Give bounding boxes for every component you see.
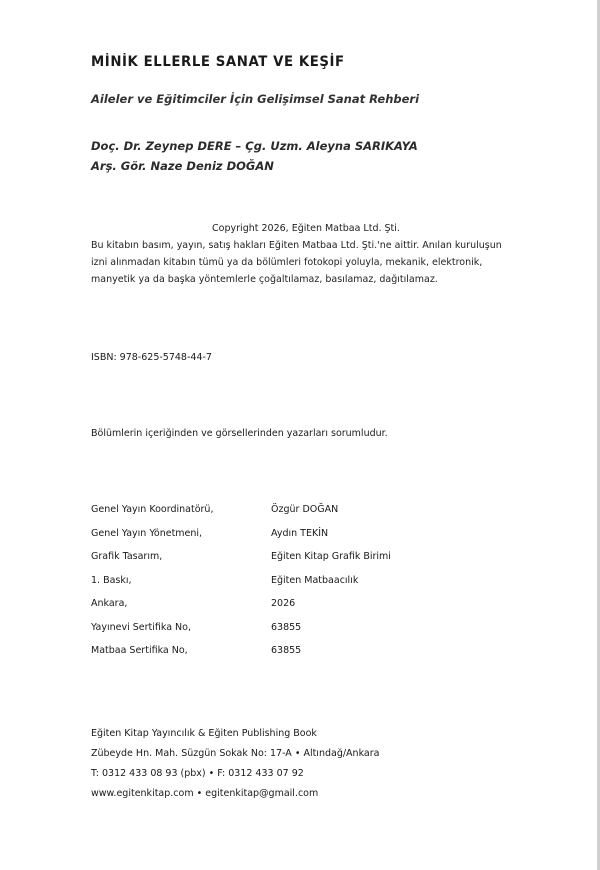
credit-label: Genel Yayın Koordinatörü, [91,504,214,515]
copyright-block [91,220,521,288]
credit-value: 63855 [271,621,302,633]
credit-row [91,498,391,522]
publisher-address: Zübeyde Hn. Mah. Süzgün Sokak No: 17-A • Altındağ/Ankara [91,748,380,759]
credit-value: Eğiten Kitap Grafik Birimi [271,551,391,562]
credits-list [91,498,391,663]
credit-label: Matbaa Sertifika No, [91,645,188,656]
credit-label: Genel Yayın Yönetmeni, [91,527,203,539]
credit-label: 1. Baskı, [91,574,132,586]
credit-row [91,616,391,640]
publisher-web: www.egitenkitap.com • egitenkitap@gmail.com [91,788,319,799]
copyright-notice: Bu kitabın basım, yayın, satış hakları Eğiten Matbaa Ltd. Şti.'ne aittir. Anılan kuruluşun izni alınmadan kitabın tümü ya da bölümleri fotokopi yoluyla, mekanik, elektronik, manyetik ya da başka yöntemlerle çoğaltılamaz, basılamaz, dağıtılamaz. [91,240,502,285]
credit-row [91,592,391,616]
credit-value: 2026 [271,598,296,609]
credit-value: Aydın TEKİN [271,527,329,539]
credit-row [91,522,391,546]
publisher-name: Eğiten Kitap Yayıncılık & Eğiten Publishing Book [91,728,317,739]
author-line-1: Doç. Dr. Zeynep DERE – Çg. Uzm. Aleyna SARIKAYA [91,139,418,153]
credit-row [91,639,391,663]
author-line-2: Arş. Gör. Naze Deniz DOĞAN [91,159,274,173]
credit-value: Özgür DOĞAN [271,504,339,515]
responsibility-note: Bölümlerin içeriğinden ve görsellerinden yazarları sorumludur. [91,428,388,439]
book-subtitle: Aileler ve Eğitimciler İçin Gelişimsel Sanat Rehberi [91,92,420,106]
isbn: ISBN: 978-625-5748-44-7 [91,352,212,363]
publisher-info [91,724,379,804]
authors [91,136,418,176]
book-title: MİNİK ELLERLE SANAT VE KEŞİF [91,54,345,70]
credit-row [91,569,391,593]
credit-row [91,545,391,569]
credit-label: Grafik Tasarım, [91,551,163,562]
credit-value: Eğiten Matbaacılık [271,574,359,586]
credit-label: Ankara, [91,598,128,609]
copyright-line: Copyright 2026, Eğiten Matbaa Ltd. Şti. [212,223,400,234]
publisher-phone: T: 0312 433 08 93 (pbx) • F: 0312 433 07 92 [91,768,304,779]
credit-label: Yayınevi Sertifika No, [91,621,191,633]
credit-value: 63855 [271,645,302,656]
